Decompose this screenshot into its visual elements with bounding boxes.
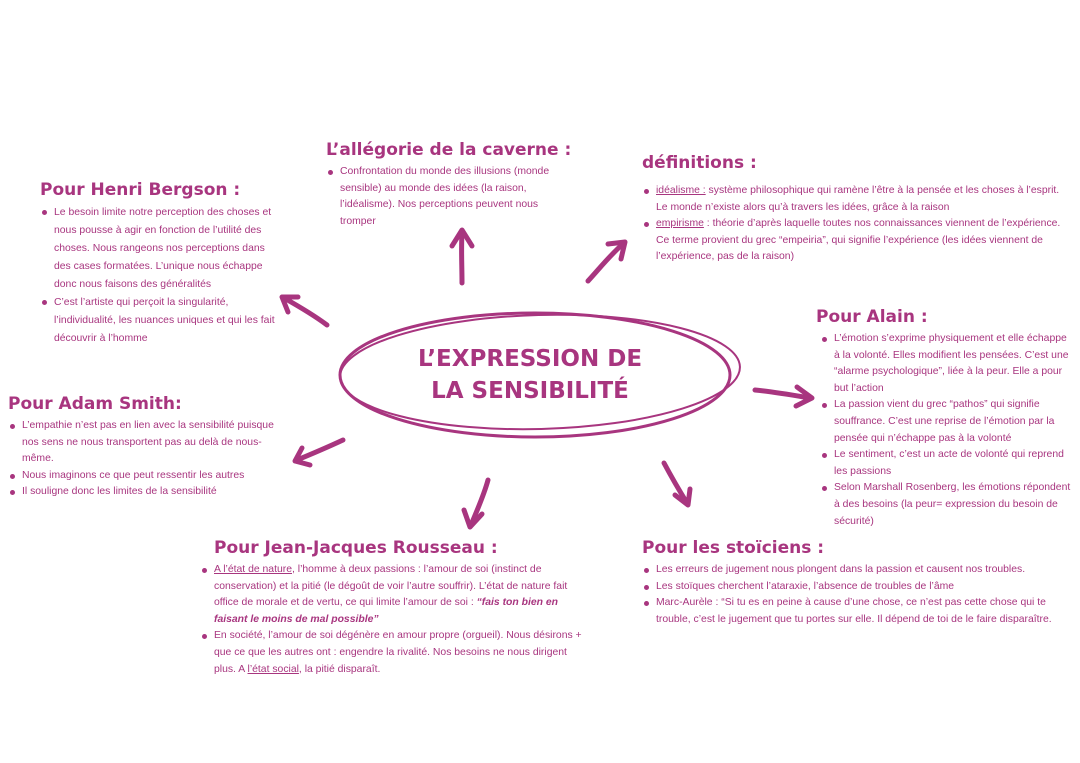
definition-term: empirisme — [656, 218, 704, 230]
central-topic-line2: LA SENSIBILITÉ — [431, 378, 629, 404]
smith-item: L’empathie n’est pas en lien avec la sensibilité puisque nos sens ne nous transportent pas au delà de nous-même. — [8, 418, 293, 468]
smith-section — [8, 394, 293, 501]
rousseau-section — [200, 538, 590, 678]
arrow-down-right — [664, 463, 690, 505]
alain-item: La passion vient du grec “pathos” qui signifie souffrance. C’est une reprise de l’émotion par la pensée qui n’échappe pas à la volonté — [820, 397, 1074, 447]
arrow-down — [464, 480, 488, 527]
bergson-title: Pour Henri Bergson : — [40, 180, 241, 200]
rousseau-text-end: , la pitié disparaît. — [298, 663, 381, 675]
rousseau-quote: “fais ton bien en faisant le moins de mal possible” — [214, 597, 558, 625]
bergson-item: C’est l’artiste qui perçoit la singularité, l’individualité, les nuances uniques et qui les fait découvrir à l’homme — [40, 294, 280, 348]
stoiciens-title: Pour les stoïciens : — [642, 538, 825, 558]
stoiciens-item: Marc-Aurèle : “Si tu es en peine à cause d’une chose, ce n’est pas cette chose qui te trouble, c’est le jugement que tu portes sur elle. Il dépend de toi de le faire disparaître. — [642, 595, 1062, 628]
central-topic-line1: L’EXPRESSION DE — [417, 346, 643, 372]
stoiciens-item: Les erreurs de jugement nous plongent dans la passion et causent nos troubles. — [642, 562, 1062, 579]
smith-item: Il souligne donc les limites de la sensibilité — [8, 484, 293, 501]
stoiciens-item: Les stoïques cherchent l’ataraxie, l’absence de troubles de l’âme — [642, 579, 1062, 596]
central-topic — [380, 343, 680, 407]
definition-text: système philosophique qui ramène l’être à la pensée et les choses à l’esprit. Le monde n’existe alors qu’à travers les idées, grâce à la raison — [656, 185, 1060, 213]
arrow-up — [452, 230, 472, 283]
alain-item: L’émotion s’exprime physiquement et elle échappe à la volonté. Elles modifient les pensées. C’est une “alarme psychologique”, liée à la peur. Elle a pour but l’action — [820, 331, 1074, 397]
caverne-title: L’allégorie de la caverne : — [326, 140, 572, 160]
rousseau-title: Pour Jean-Jacques Rousseau : — [214, 538, 498, 558]
arrow-right — [755, 387, 812, 406]
alain-title: Pour Alain : — [816, 307, 928, 327]
arrow-left-down — [295, 440, 343, 465]
rousseau-item-societe — [200, 628, 590, 678]
rousseau-term: l’état social — [247, 663, 299, 675]
arrow-left-up — [282, 297, 327, 325]
definition-term: idéalisme : — [656, 185, 706, 196]
arrow-up-right — [588, 242, 625, 281]
caverne-item: Confrontation du monde des illusions (monde sensible) au monde des idées (la raison, l’idéalisme). Nos perceptions peuvent nous tromper — [326, 164, 566, 230]
bergson-item: Le besoin limite notre perception des choses et nous pousse à agir en fonction de l’utilité des choses. Nous rangeons nos perceptions dans des cases formatées. L’unique nous échappe donc nous faisons des généralités — [40, 204, 280, 294]
rousseau-term: A l’état de nature — [214, 564, 292, 575]
definitions-section — [642, 153, 1062, 266]
caverne-section — [326, 140, 576, 230]
rousseau-text: En société, l’amour de soi dégénère en amour propre (orgueil). Nous désirons + que ce que les autres ont : engendre la rivalité. Nos besoins ne nous dirigent plus. A — [214, 630, 582, 675]
bergson-section — [40, 180, 280, 348]
definition-idealisme — [642, 183, 1062, 216]
alain-section — [816, 307, 1074, 530]
definition-text: : théorie d’après laquelle toutes nos connaissances viennent de l’expérience. Ce terme provient du grec “empeiria”, qui signifie l’expérience (les idées viennent de l’expérience, pas de la raison) — [656, 218, 1061, 263]
definition-empirisme — [642, 216, 1062, 266]
stoiciens-section — [642, 538, 1062, 628]
alain-item: Selon Marshall Rosenberg, les émotions répondent à des besoins (la peur= expression du besoin de sécurité) — [820, 480, 1074, 530]
smith-item: Nous imaginons ce que peut ressentir les autres — [8, 468, 293, 485]
rousseau-text: , l’homme à deux passions : l’amour de soi (instinct de conservation) et la pitié (le dégoût de voir l’autre souffrir). L’état de nature fait office de morale et de vertu, ce qui limite l’amour de soi : — [214, 564, 568, 609]
definitions-title: définitions : — [642, 153, 757, 173]
rousseau-item-nature — [200, 562, 590, 628]
alain-item: Le sentiment, c’est un acte de volonté qui reprend les passions — [820, 447, 1074, 480]
smith-title: Pour Adam Smith: — [8, 394, 182, 414]
